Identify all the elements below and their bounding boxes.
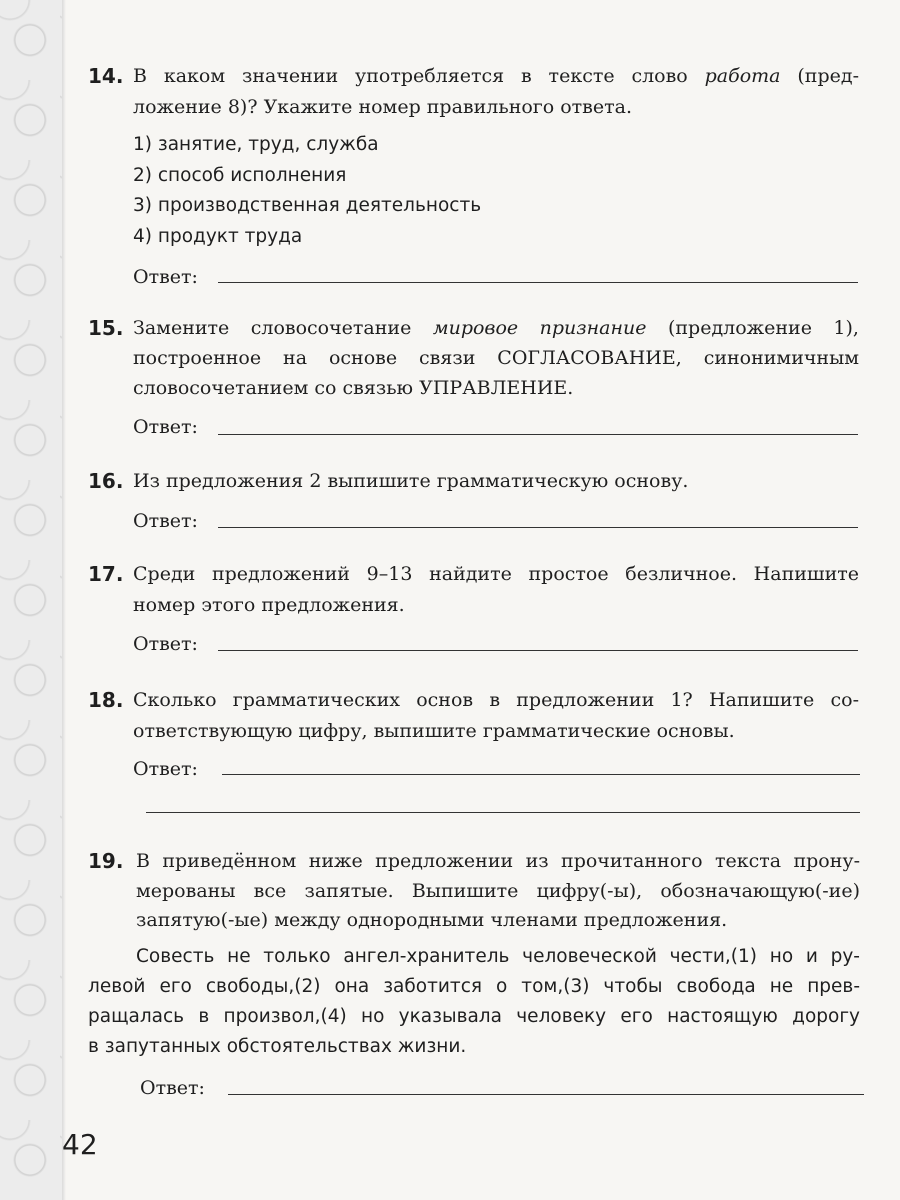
- task-17-number: 17.: [88, 562, 124, 586]
- task-15-line-2: построенное на основе связи СОГЛАСОВАНИЕ, синонимичным: [133, 347, 859, 369]
- task-19-number: 19.: [88, 849, 124, 873]
- task-19-line-1: В приведённом ниже предложении из прочитанного текста прону-: [136, 850, 860, 872]
- task-19-answer-line[interactable]: [228, 1094, 864, 1095]
- task-19-passage-line-1: Совесть не только ангел-хранитель человеческой чести,(1) но и ру-: [136, 946, 860, 967]
- task-14-number: 14.: [88, 64, 124, 88]
- answer-label: Ответ:: [133, 416, 198, 438]
- text: (пред-: [797, 65, 859, 87]
- answer-label: Ответ:: [133, 266, 198, 288]
- answer-label: Ответ:: [133, 633, 198, 655]
- task-14-answer-line[interactable]: [218, 282, 858, 283]
- text: В каком значении употребляется в тексте слово: [133, 65, 705, 87]
- page-number: 42: [62, 1128, 98, 1161]
- task-18-number: 18.: [88, 688, 124, 712]
- task-16-line-1: Из предложения 2 выпишите грамматическую основу.: [133, 470, 689, 492]
- answer-label: Ответ:: [140, 1077, 205, 1099]
- task-18-line-1: Сколько грамматических основ в предложении 1? Напишите со-: [133, 689, 859, 711]
- text: Замените словосочетание: [133, 317, 433, 339]
- task-14-option-3: 3) производственная деятельность: [133, 195, 482, 216]
- task-17-line-1: Среди предложений 9–13 найдите простое безличное. Напишите: [133, 563, 859, 585]
- task-14-option-1: 1) занятие, труд, служба: [133, 134, 379, 155]
- task-19-line-2: мерованы все запятые. Выпишите цифру(-ы), обозначающую(-ие): [136, 880, 860, 902]
- task-19-passage-line-3: ращалась в произвол,(4) но указывала человеку его настоящую дорогу: [88, 1006, 860, 1027]
- text: (предложение 1),: [667, 317, 859, 339]
- border-edge: [62, 0, 66, 1200]
- task-16-answer-line[interactable]: [218, 527, 858, 528]
- task-14-option-4: 4) продукт труда: [133, 226, 303, 247]
- task-18-answer-line-2[interactable]: [146, 812, 860, 813]
- task-18-answer-line[interactable]: [222, 774, 860, 775]
- task-14-line-2: ложение 8)? Укажите номер правильного ответа.: [133, 96, 633, 118]
- task-17-answer-line[interactable]: [218, 650, 858, 651]
- task-18-line-2: ответствующую цифру, выпишите грамматические основы.: [133, 720, 735, 742]
- decorative-border: [0, 0, 62, 1200]
- task-17-line-2: номер этого предложения.: [133, 594, 405, 616]
- task-19-passage-line-4: в запутанных обстоятельствах жизни.: [88, 1036, 467, 1057]
- task-19-passage-line-2: левой его свободы,(2) она заботится о том,(3) чтобы свобода не прев-: [88, 976, 860, 997]
- task-15-answer-line[interactable]: [218, 434, 858, 435]
- task-16-number: 16.: [88, 469, 124, 493]
- italic-word: работа: [704, 65, 781, 87]
- task-15-number: 15.: [88, 316, 124, 340]
- task-14-option-2: 2) способ исполнения: [133, 165, 347, 186]
- task-15-line-3: словосочетанием со связью УПРАВЛЕНИЕ.: [133, 377, 574, 399]
- task-14-line-1: [133, 65, 859, 87]
- answer-label: Ответ:: [133, 510, 198, 532]
- task-19-line-3: запятую(-ые) между однородными членами предложения.: [136, 909, 728, 931]
- answer-label: Ответ:: [133, 758, 198, 780]
- task-15-line-1: [133, 317, 859, 339]
- italic-phrase: мировое признание: [432, 317, 647, 339]
